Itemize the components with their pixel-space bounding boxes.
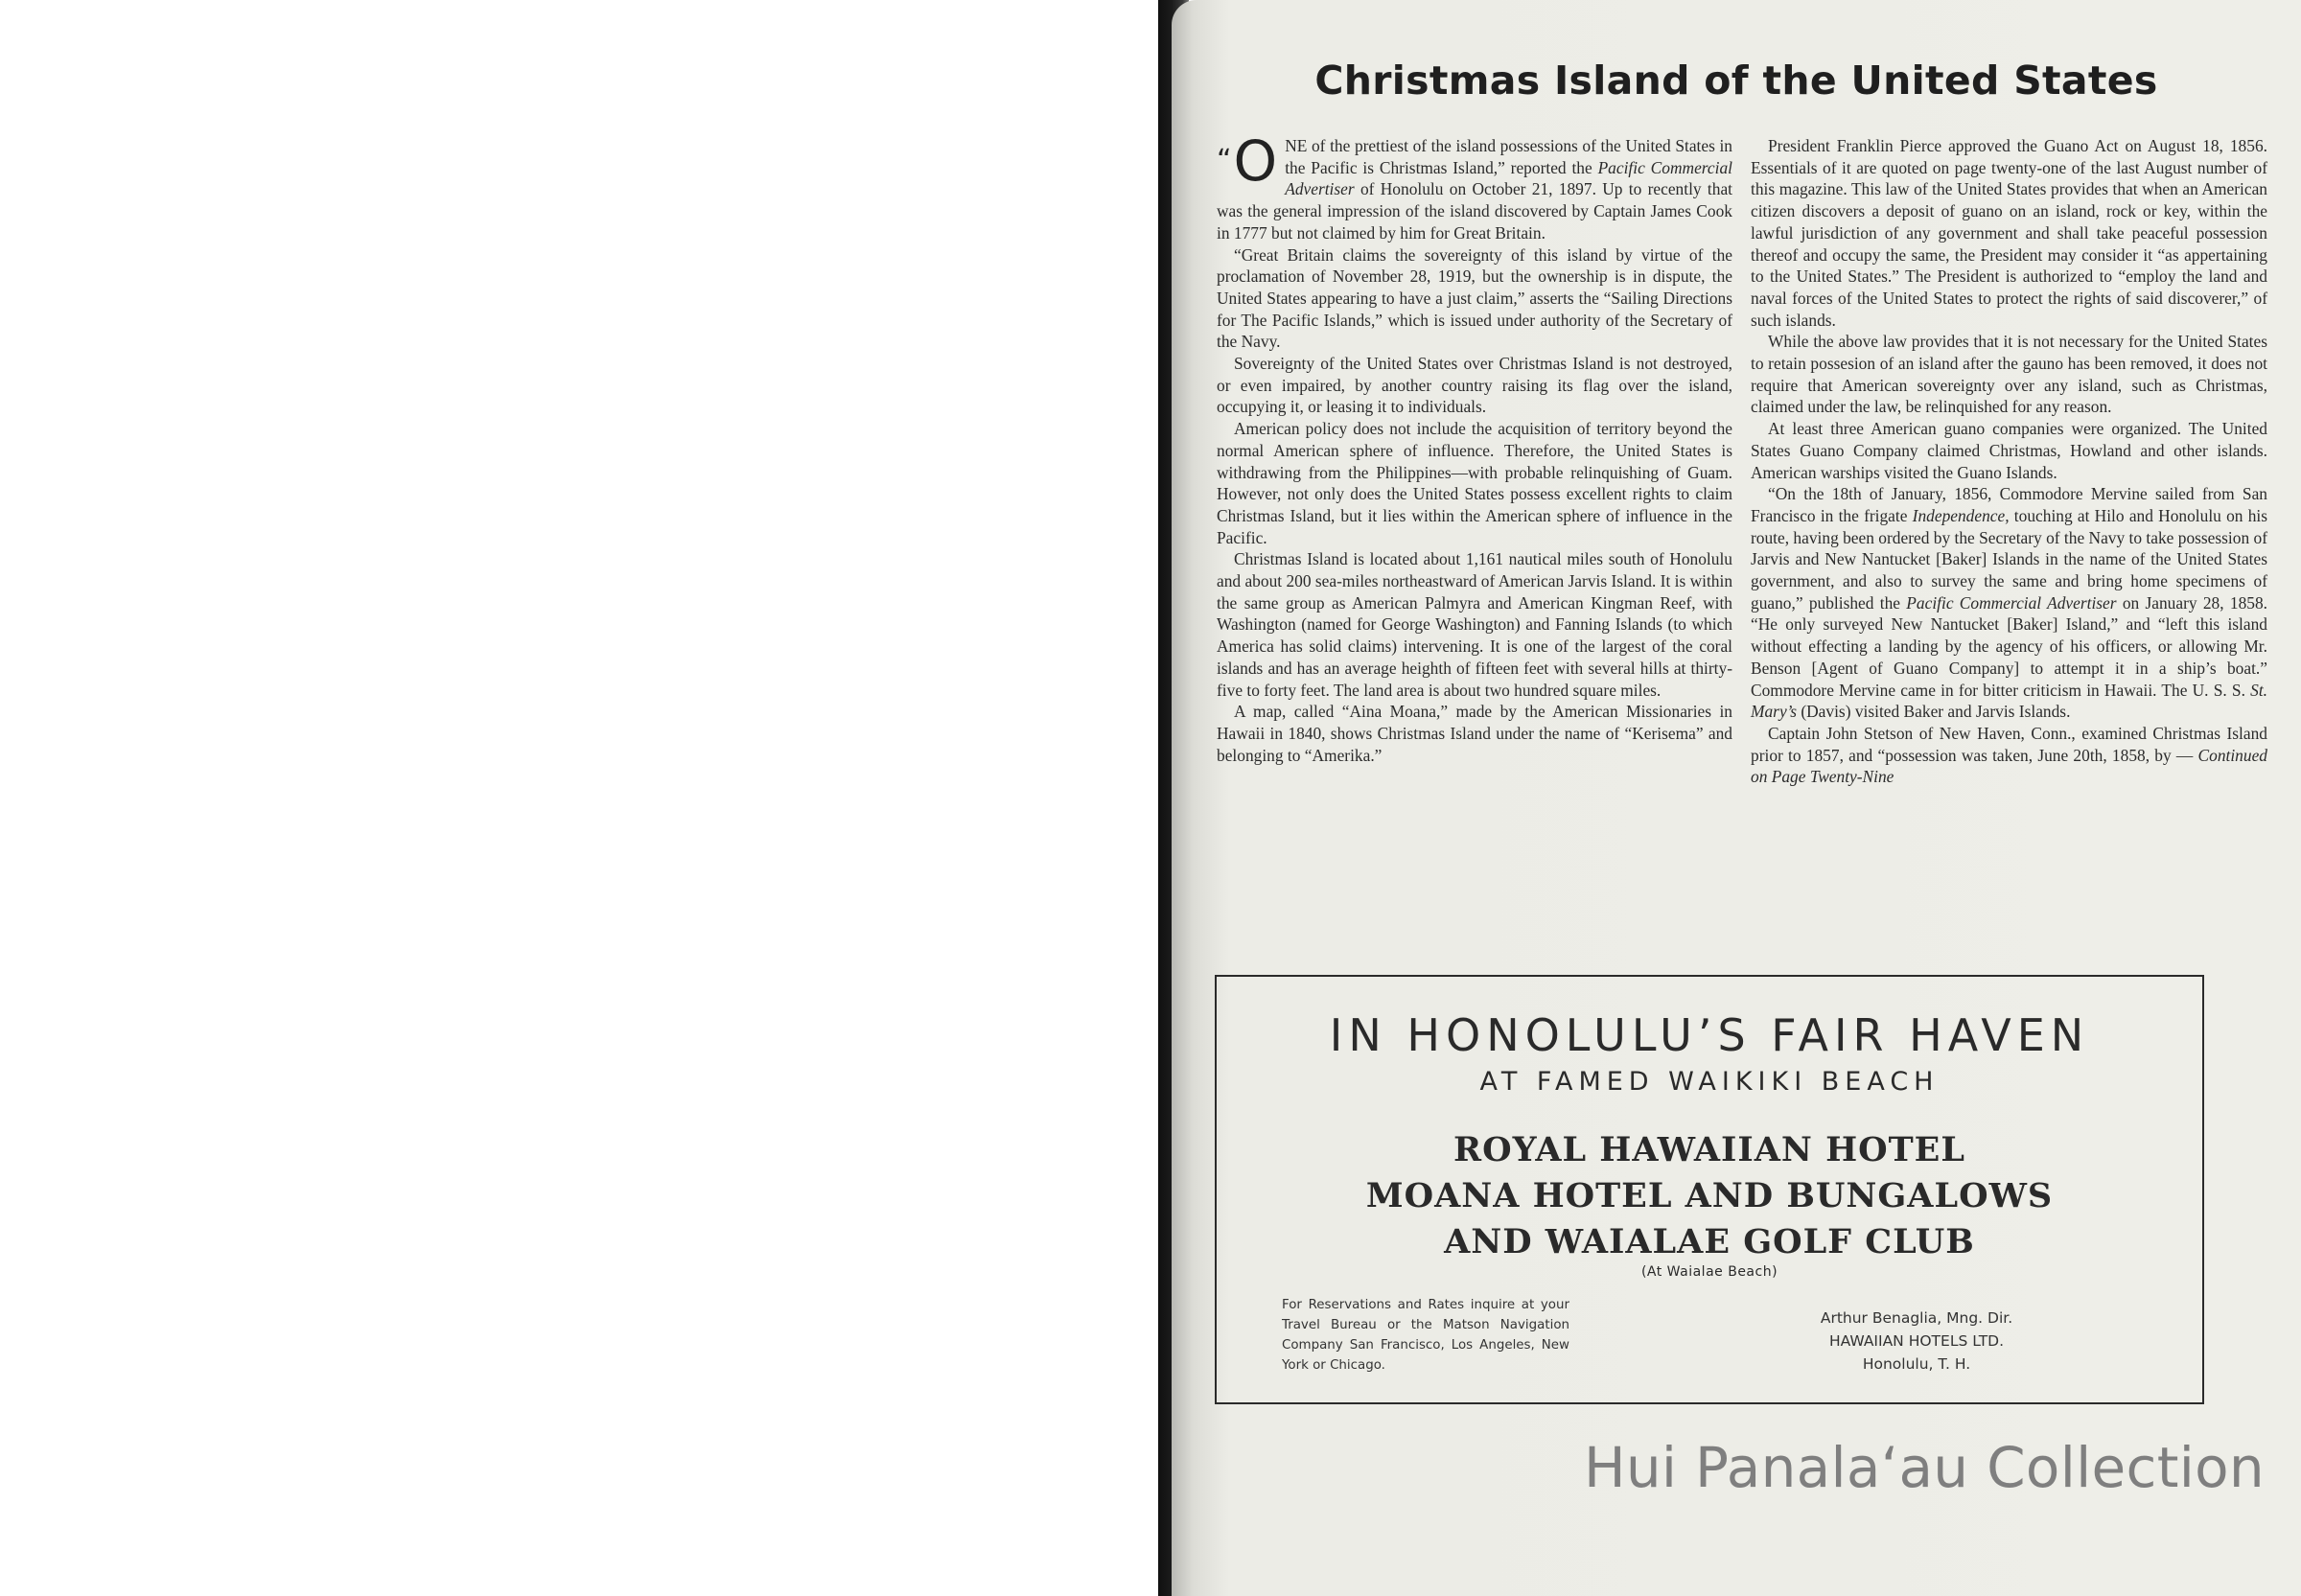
paragraph-8: While the above law provides that it is not necessary for the United States to retain possesion of an island after the gauno has been removed, it does not require that American sovereignty over any island, such as Christmas, claimed under the law, be relinquished for any reason. [1751, 332, 2267, 417]
paragraph-9: At least three American guano companies were organized. The United States Guano Company claimed Christmas, Howland and other islands. American warships visited the Guano Islands. [1751, 419, 2267, 482]
paragraph-5: Christmas Island is located about 1,161 nautical miles south of Honolulu and about 200 sea-miles northeastward of American Jarvis Island. It is within the same group as American Palmyra and American Kingman Reef, with Washington (named for George Washington) and Fanning Islands (to which America has solid claims) intervening. It is one of the largest of the coral islands and has an average heighth of fifteen feet with several hills at thirty-five to forty feet. The land area is about two hundred square miles. [1217, 549, 1733, 700]
ad-contact-name: Arthur Benaglia, Mng. Dir. [1820, 1309, 2013, 1327]
ad-hotel-name-1: ROYAL HAWAIIAN HOTEL [1453, 1130, 1965, 1169]
ad-location-note: (At Waialae Beach) [1640, 1264, 1778, 1280]
paragraph-2: “Great Britain claims the sovereignty of this island by virtue of the proclamation of November 28, 1919, but the ownership is in dispute, the United States appearing to have a just claim,” asserts the “Sailing Directions for The Pacific Islands,” which is issued under authority of the Secretary of the Navy. [1217, 244, 1732, 352]
article-column-left [1217, 128, 1733, 766]
paragraph-1: “O NE of the prettiest of the island possessions of the United States in the Pacific is Christmas Island,” reported the Pacific Commercial Advertiser of Honolulu on October 21, 1897. Up to recently that was the general impression of the island discovered by Captain James Cook in 1777 but not claimed by him for Great Britain. [1217, 128, 1732, 243]
magazine-page [1172, 0, 2301, 1596]
ad-hotel-name-3: AND WAIALAE GOLF CLUB [1444, 1222, 1975, 1261]
ad-contact-block [1734, 1307, 2099, 1376]
ad-hotel-name-2: MOANA HOTEL AND BUNGALOWS [1365, 1176, 2054, 1215]
ad-subhead: AT FAMED WAIKIKI BEACH [1479, 1067, 1940, 1097]
hotel-advertisement [1215, 975, 2204, 1404]
article-column-right [1751, 135, 2267, 788]
paragraph-4: American policy does not include the acquisition of territory beyond the normal American sphere of influence. Therefore, the United States is withdrawing from the Philippines—with probable relinquishing of Guam. However, not only does the United States possess excellent rights to claim Christmas Island, but it lies within the American sphere of influence in the Pacific. [1217, 419, 1732, 547]
paragraph-7: President Franklin Pierce approved the Guano Act on August 18, 1856. Essentials of it are quoted on page twenty-one of the last August number of this magazine. This law of the United States provides that when an American citizen discovers a deposit of guano on an island, rock or key, within the lawful jurisdiction of any government and shall take peaceful possession thereof and occupy the same, the President may consider it “as appertaining to the United States.” The President is authorized to “employ the land and naval forces of the United States to protect the rights of said discoverer,” of such islands. [1751, 136, 2267, 330]
ad-contact-company: HAWAIIAN HOTELS LTD. [1828, 1332, 2005, 1350]
drop-cap: “O [1217, 128, 1278, 194]
continued-link: Continued on Page Twenty-Nine [1751, 745, 2267, 787]
paragraph-6: A map, called “Aina Moana,” made by the American Missionaries in Hawaii in 1840, shows Christmas Island under the name of “Kerisema” and belonging to “Amerika.” [1217, 702, 1732, 765]
paragraph-11: Captain John Stetson of New Haven, Conn., examined Christmas Island prior to 1857, and “possession was taken, June 20th, 1858, by — Continued on Page Twenty-Nine [1751, 723, 2267, 787]
ad-reservations-text: For Reservations and Rates inquire at your Travel Bureau or the Matson Navigation Company San Francisco, Los Angeles, New York or Chicago. [1282, 1298, 1569, 1373]
paragraph-10: “On the 18th of January, 1856, Commodore Mervine sailed from San Francisco in the frigate Independence, touching at Hilo and Honolulu on his route, having been ordered by the Secretary of the Navy to take possession of Jarvis and New Nantucket [Baker] Islands in the name of the United States government, and also to survey the same and bring home specimens of guano,” published the Pacific Commercial Advertiser on January 28, 1858. “He only surveyed New Nantucket [Baker] Island,” and “left this island without effecting a landing by the agency of his officers, or allowing Mr. Benson [Agent of Guano Company] to attempt it in a ship’s boat.” Commodore Mervine came in for bitter criticism in Hawaii. The U. S. S. St. Mary’s (Davis) visited Baker and Jarvis Islands. [1751, 484, 2268, 722]
article-title: Christmas Island of the United States [1314, 58, 2158, 104]
paragraph-3: Sovereignty of the United States over Christmas Island is not destroyed, or even impaired, by another country raising its flag over the island, occupying it, or leasing it to individuals. [1217, 354, 1732, 417]
collection-watermark: Hui Panalaʻau Collection [1583, 1435, 2265, 1500]
ad-headline: IN HONOLULU’S FAIR HAVEN [1329, 1009, 2090, 1061]
ad-contact-city: Honolulu, T. H. [1862, 1355, 1971, 1373]
